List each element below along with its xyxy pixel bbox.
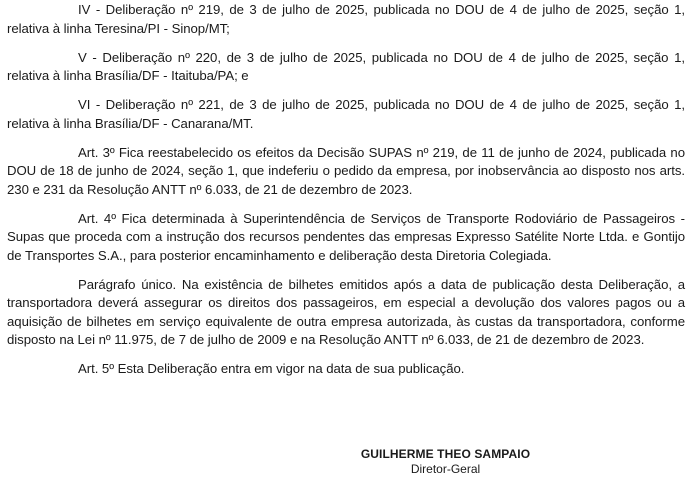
signatory-title: Diretor-Geral xyxy=(410,462,481,476)
signatory-name: GUILHERME THEO SAMPAIO xyxy=(360,447,531,461)
item-v-paragraph: V - Deliberação nº 220, de 3 de julho de 2025, publicada no DOU de 4 de julho de 2025, seção 1, relativa à linha Brasília/DF - Itaituba/PA; e xyxy=(7,49,685,83)
sole-paragraph: Parágrafo único. Na existência de bilhetes emitidos após a data de publicação desta Deliberação, a transportadora deverá assegurar os direitos dos passageiros, em especial a devolução dos valores pagos ou a aquisição de bilhetes em serviço equivalente de outra empresa autorizada, às custas da transportadora, conforme disposto na Lei nº 11.975, de 7 de julho de 2009 e na Resolução ANTT nº 6.033, de 21 de dezembro de 2023. xyxy=(7,276,685,347)
item-vi-paragraph: VI - Deliberação nº 221, de 3 de julho de 2025, publicada no DOU de 4 de julho de 2025, seção 1, relativa à linha Brasília/DF - Canarana/MT. xyxy=(7,97,685,131)
article-3-paragraph: Art. 3º Fica reestabelecido os efeitos da Decisão SUPAS nº 219, de 11 de junho de 2024, publicada no DOU de 18 de junho de 2024, seção 1, que indeferiu o pedido da empresa, por inobservância ao disposto nos arts. 230 e 231 da Resolução ANTT nº 6.033, de 21 de dezembro de 2023. xyxy=(7,144,685,197)
item-iv-paragraph: IV - Deliberação nº 219, de 3 de julho de 2025, publicada no DOU de 4 de julho de 2025, seção 1, relativa à linha Teresina/PI - Sinop/MT; xyxy=(7,2,685,36)
signature-block xyxy=(0,446,693,477)
article-5-paragraph: Art. 5º Esta Deliberação entra em vigor na data de sua publicação. xyxy=(78,361,465,376)
article-4-paragraph: Art. 4º Fica determinada à Superintendência de Serviços de Transporte Rodoviário de Passageiros - Supas que proceda com a instrução dos recursos pendentes das empresas Expresso Satélite Norte Ltda. e Gontijo de Transportes S.A., para posterior encaminhamento e deliberação desta Diretoria Colegiada. xyxy=(7,210,685,263)
